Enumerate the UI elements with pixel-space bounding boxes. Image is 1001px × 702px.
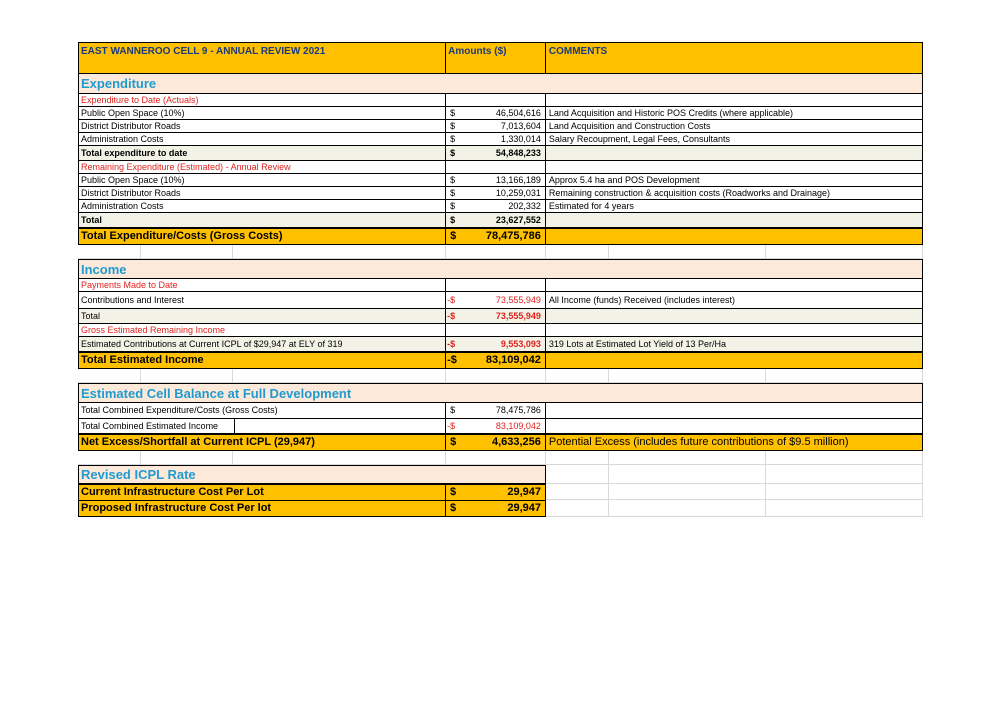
remaining-subheader[interactable]: Remaining Expenditure (Estimated) - Annual Review xyxy=(79,161,446,173)
payments-subheader-row xyxy=(78,279,923,292)
actuals-subheader[interactable]: Expenditure to Date (Actuals) xyxy=(79,94,446,106)
amount-cell[interactable]: $ 29,947 xyxy=(446,484,546,500)
comment-cell[interactable]: Land Acquisition and Historic POS Credits (where applicable) xyxy=(548,107,794,118)
icpl-section-row xyxy=(78,465,923,484)
income-title[interactable]: Income xyxy=(81,261,127,277)
table-row xyxy=(78,292,923,309)
table-row xyxy=(78,187,923,200)
sheet-title[interactable]: EAST WANNEROO CELL 9 - ANNUAL REVIEW 2021 xyxy=(79,43,446,73)
row-label[interactable]: District Distributor Roads xyxy=(79,187,446,199)
gross-subheader-row xyxy=(78,324,923,337)
table-row xyxy=(78,174,923,187)
amount-cell[interactable]: -$ 73,555,949 xyxy=(446,309,546,323)
comment-cell[interactable]: Remaining construction & acquisition costs (Roadworks and Drainage) xyxy=(548,187,831,198)
amounts-header[interactable]: Amounts ($) xyxy=(446,43,546,73)
amount-cell[interactable]: $ 13,166,189 xyxy=(446,174,546,186)
row-label[interactable]: Current Infrastructure Cost Per Lot xyxy=(78,484,446,500)
row-label[interactable]: Total xyxy=(79,309,446,323)
income-total-row xyxy=(78,309,923,324)
expenditure-title[interactable]: Expenditure xyxy=(81,76,157,91)
comment-cell[interactable]: Land Acquisition and Construction Costs xyxy=(548,120,711,131)
row-label[interactable]: Total Expenditure/Costs (Gross Costs) xyxy=(79,229,446,244)
amount-cell[interactable]: $ 7,013,604 xyxy=(446,120,546,132)
table-row xyxy=(78,200,923,213)
amount-cell[interactable]: $ 202,332 xyxy=(446,200,546,212)
proposed-icpl-row xyxy=(78,500,923,517)
row-label[interactable]: Net Excess/Shortfall at Current ICPL (29,947) xyxy=(79,435,446,450)
comment-cell[interactable]: Potential Excess (includes future contributions of $9.5 million) xyxy=(548,436,849,448)
net-excess-row xyxy=(78,434,923,451)
row-label[interactable]: Public Open Space (10%) xyxy=(79,107,446,119)
comment-cell[interactable]: Salary Recoupment, Legal Fees, Consultants xyxy=(548,133,730,144)
icpl-title[interactable]: Revised ICPL Rate xyxy=(81,467,196,482)
comment-cell[interactable]: All Income (funds) Received (includes interest) xyxy=(548,294,735,305)
row-label[interactable]: Public Open Space (10%) xyxy=(79,174,446,186)
expenditure-section-row xyxy=(78,74,923,94)
row-label[interactable]: Total Combined Expenditure/Costs (Gross Costs) xyxy=(79,403,446,418)
total-remaining-row xyxy=(78,213,923,228)
comment-cell[interactable]: Approx 5.4 ha and POS Development xyxy=(548,174,700,185)
table-row xyxy=(78,133,923,146)
total-income-row xyxy=(78,352,923,369)
payments-subheader[interactable]: Payments Made to Date xyxy=(79,279,446,291)
total-expenditure-row xyxy=(78,228,923,245)
remaining-subheader-row xyxy=(78,161,923,174)
actuals-subheader-row xyxy=(78,94,923,107)
spacer-row xyxy=(78,451,923,465)
amount-cell[interactable]: $ 10,259,031 xyxy=(446,187,546,199)
spreadsheet xyxy=(78,42,923,517)
table-row xyxy=(78,419,923,434)
amount-cell[interactable]: $ 29,947 xyxy=(446,500,546,517)
amount-cell[interactable]: -$ 9,553,093 xyxy=(446,337,546,351)
total-to-date-row xyxy=(78,146,923,161)
table-row xyxy=(78,403,923,419)
comment-cell[interactable]: 319 Lots at Estimated Lot Yield of 13 Per/Ha xyxy=(548,338,726,349)
income-section-row xyxy=(78,259,923,279)
row-label[interactable]: Estimated Contributions at Current ICPL of $29,947 at ELY of 319 xyxy=(79,337,446,351)
comment-cell[interactable]: Estimated for 4 years xyxy=(548,200,634,211)
row-label[interactable]: Total Estimated Income xyxy=(79,353,446,368)
row-label[interactable]: Total Combined Estimated Income xyxy=(81,420,219,431)
row-label[interactable]: Total expenditure to date xyxy=(79,146,446,160)
header-row xyxy=(78,42,923,74)
spacer-row xyxy=(78,245,923,259)
row-label[interactable]: Administration Costs xyxy=(79,200,446,212)
amount-cell[interactable]: $ 78,475,786 xyxy=(446,403,546,418)
balance-title[interactable]: Estimated Cell Balance at Full Development xyxy=(81,385,352,401)
current-icpl-row xyxy=(78,484,923,500)
amount-cell[interactable]: $ 46,504,616 xyxy=(446,107,546,119)
gross-subheader[interactable]: Gross Estimated Remaining Income xyxy=(79,324,446,336)
amount-cell[interactable]: -$ 83,109,042 xyxy=(446,353,546,368)
amount-cell[interactable]: $ 78,475,786 xyxy=(446,229,546,244)
row-label[interactable]: Administration Costs xyxy=(79,133,446,145)
amount-cell[interactable]: -$ 83,109,042 xyxy=(446,419,546,433)
table-row xyxy=(78,107,923,120)
row-label[interactable]: Contributions and Interest xyxy=(79,292,446,308)
row-label[interactable]: District Distributor Roads xyxy=(79,120,446,132)
amount-cell[interactable]: $ 23,627,552 xyxy=(446,213,546,227)
spacer-row xyxy=(78,369,923,383)
balance-section-row xyxy=(78,383,923,403)
table-row xyxy=(78,337,923,352)
table-row xyxy=(78,120,923,133)
amount-cell[interactable]: $ 54,848,233 xyxy=(446,146,546,160)
row-label[interactable]: Total xyxy=(79,213,446,227)
comments-header[interactable]: COMMENTS xyxy=(548,46,608,57)
amount-cell[interactable]: -$ 73,555,949 xyxy=(446,292,546,308)
amount-cell[interactable]: $ 4,633,256 xyxy=(446,435,546,450)
row-label[interactable]: Proposed Infrastructure Cost Per lot xyxy=(78,500,446,517)
amount-cell[interactable]: $ 1,330,014 xyxy=(446,133,546,145)
